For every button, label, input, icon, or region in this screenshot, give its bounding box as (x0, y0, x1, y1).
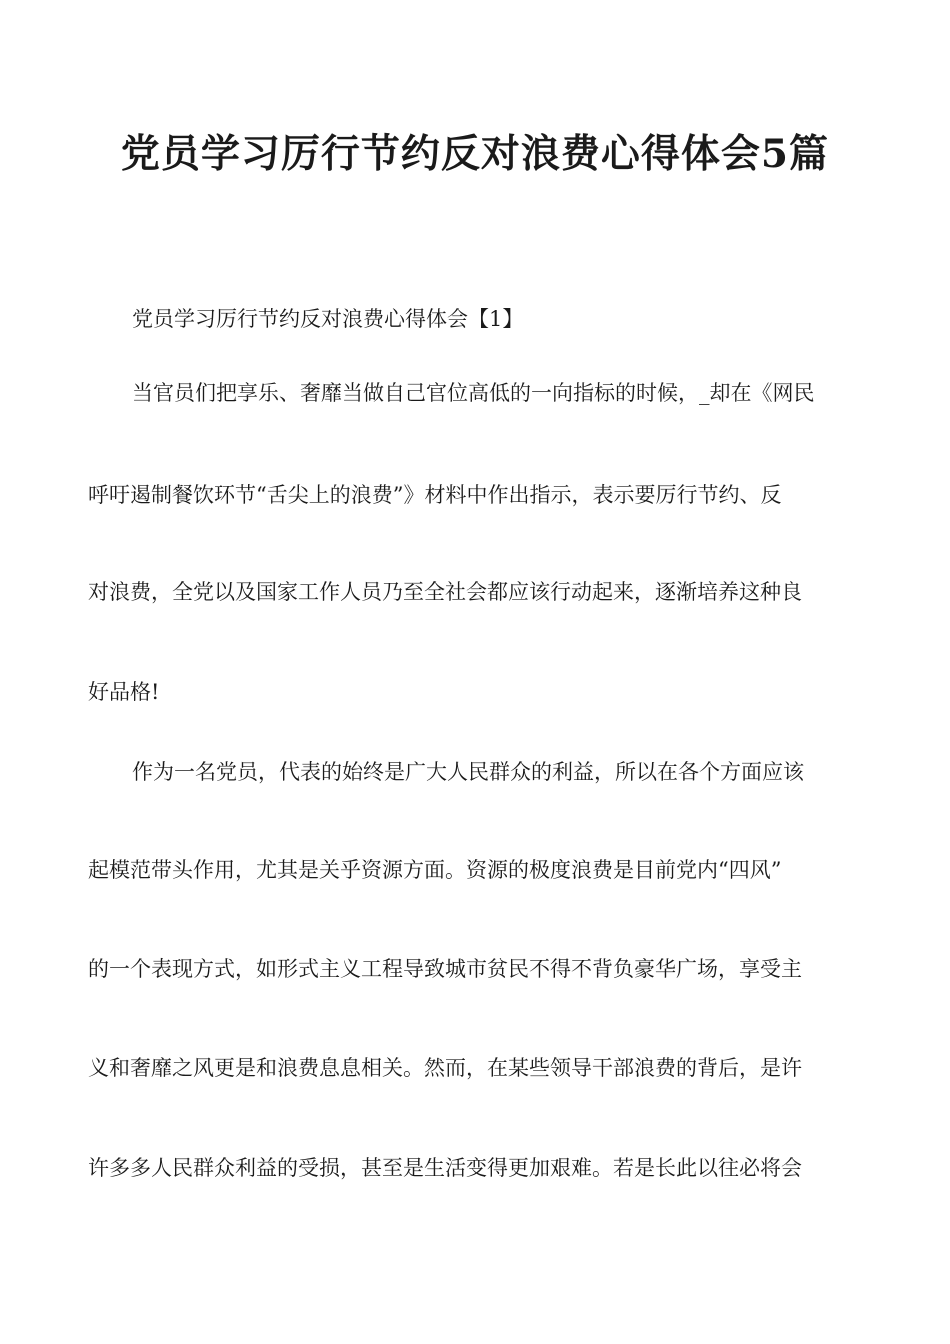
document-title: 党员学习厉行节约反对浪费心得体会5篇 (120, 131, 830, 177)
paragraph-2-line-1: 作为一名党员，代表的始终是广大人民群众的利益，所以在各个方面应该 (132, 760, 804, 784)
paragraph-1-line-1: 当官员们把享乐、奢靡当做自己官位高低的一向指标的时候，_却在《网民 (132, 381, 815, 405)
section-heading: 党员学习厉行节约反对浪费心得体会【1】 (132, 307, 524, 331)
paragraph-1-line-3: 对浪费，全党以及国家工作人员乃至全社会都应该行动起来，逐渐培养这种良 (88, 580, 802, 604)
paragraph-1-line-2: 呼吁遏制餐饮环节“舌尖上的浪费”》材料中作出指示，表示要厉行节约、反 (88, 483, 782, 507)
paragraph-2-line-2: 起模范带头作用，尤其是关乎资源方面。资源的极度浪费是目前党内“四风” (88, 858, 782, 882)
paragraph-2-line-4: 义和奢靡之风更是和浪费息息相关。然而，在某些领导干部浪费的背后，是许 (88, 1056, 802, 1080)
paragraph-1-line-4: 好品格! (88, 680, 160, 704)
paragraph-2-line-3: 的一个表现方式，如形式主义工程导致城市贫民不得不背负豪华广场，享受主 (88, 957, 802, 981)
paragraph-2-line-5: 许多多人民群众利益的受损，甚至是生活变得更加艰难。若是长此以往必将会 (88, 1156, 802, 1180)
